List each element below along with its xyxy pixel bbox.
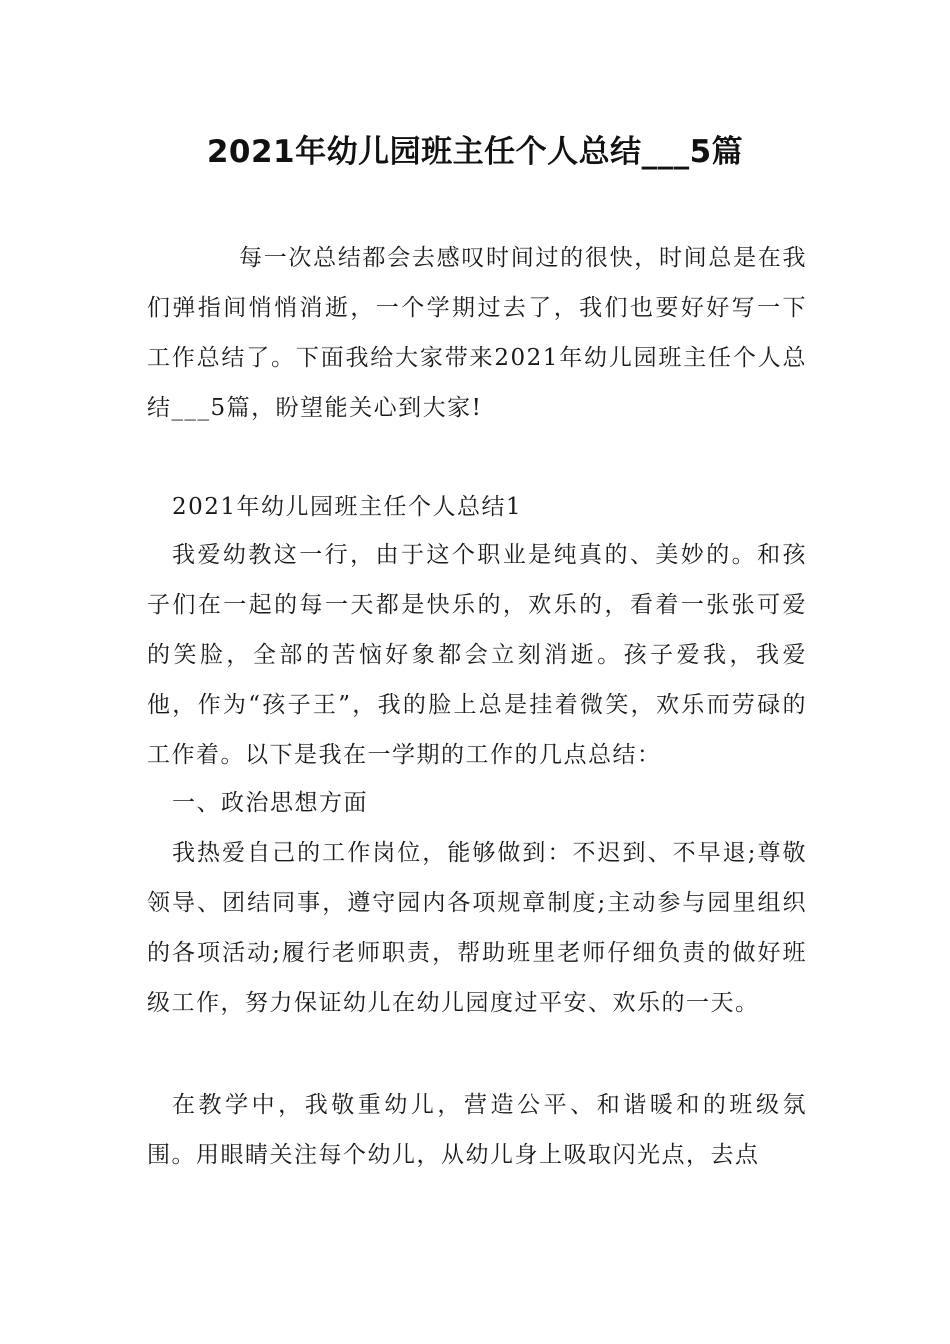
body-paragraph: 在教学中，我敬重幼儿，营造公平、和谐暖和的班级氛围。用眼睛关注每个幼儿，从幼儿身上吸取闪光点，去点	[147, 1092, 807, 1168]
subsection-heading: 一、政治思想方面	[172, 790, 368, 816]
body-paragraph: 我爱幼教这一行，由于这个职业是纯真的、美妙的。和孩子们在一起的每一天都是快乐的，欢乐的，看着一张张可爱的笑脸，全部的苦恼好象都会立刻消逝。孩子爱我，我爱他，作为“孩子王”，我的脸上总是挂着微笑，欢乐而劳碌的工作着。以下是我在一学期的工作的几点总结：	[147, 542, 807, 768]
intro-paragraph: 每一次总结都会去感叹时间过的很快，时间总是在我们弹指间悄悄消逝，一个学期过去了，我们也要好好写一下工作总结了。下面我给大家带来2021年幼儿园班主任个人总结___5篇，盼望能关心到大家!	[147, 245, 807, 421]
document-title: 2021年幼儿园班主任个人总结___5篇	[206, 134, 744, 170]
body-paragraph: 我热爱自己的工作岗位，能够做到：不迟到、不早退;尊敬领导、团结同事，遵守园内各项规章制度;主动参与园里组织的各项活动;履行老师职责，帮助班里老师仔细负责的做好班级工作，努力保证幼儿在幼儿园度过平安、欢乐的一天。	[147, 840, 807, 1016]
section-heading: 2021年幼儿园班主任个人总结1	[172, 494, 523, 520]
